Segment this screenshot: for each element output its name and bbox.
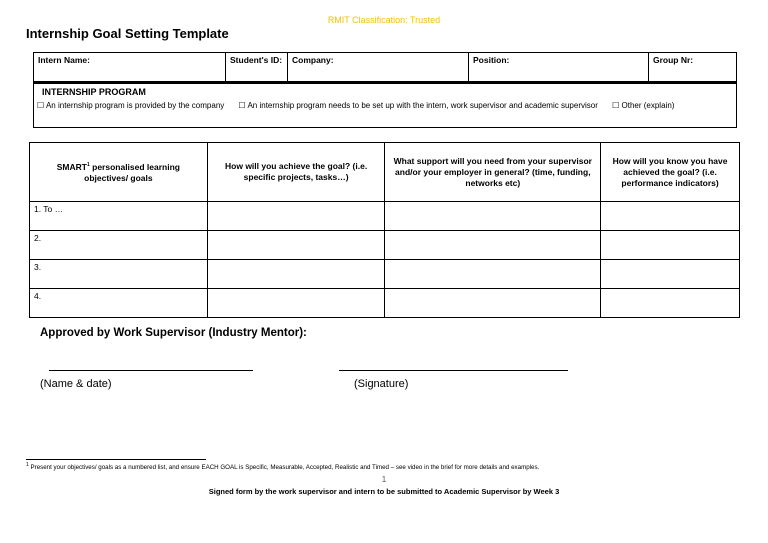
table-row — [30, 202, 740, 231]
achieve-cell[interactable] — [207, 260, 385, 289]
support-cell[interactable] — [385, 231, 601, 260]
intern-info-table — [33, 52, 737, 82]
header-support-needed: What support will you need from your supervisor and/or your employer in general? (time, funding, networks etc) — [385, 143, 601, 202]
indicator-cell[interactable] — [601, 202, 740, 231]
support-cell[interactable] — [385, 202, 601, 231]
name-date-line[interactable] — [49, 370, 253, 371]
intern-name-field[interactable]: Intern Name: — [34, 53, 226, 82]
support-cell[interactable] — [385, 260, 601, 289]
position-field[interactable]: Position: — [469, 53, 649, 82]
program-option-company[interactable] — [37, 101, 227, 110]
indicator-cell[interactable] — [601, 260, 740, 289]
table-row — [30, 289, 740, 318]
header-how-know: How will you know you have achieved the goal? (i.e. performance indicators) — [601, 143, 740, 202]
submission-note: Signed form by the work supervisor and intern to be submitted to Academic Supervisor by Week 3 — [208, 487, 560, 496]
company-field[interactable]: Company: — [288, 53, 469, 82]
achieve-cell[interactable] — [207, 231, 385, 260]
indicator-cell[interactable] — [601, 289, 740, 318]
checkbox-icon[interactable]: ☐ — [612, 101, 620, 110]
goal-cell[interactable]: 3. — [30, 260, 208, 289]
table-row — [30, 260, 740, 289]
goal-cell[interactable]: 1. To … — [30, 202, 208, 231]
signature-label: (Signature) — [354, 378, 409, 390]
program-option-setup[interactable] — [239, 101, 601, 110]
student-id-field[interactable]: Student's ID: — [226, 53, 288, 82]
goal-cell[interactable]: 2. — [30, 231, 208, 260]
name-date-label: (Name & date) — [40, 378, 112, 390]
goal-cell[interactable]: 4. — [30, 289, 208, 318]
goals-table — [29, 142, 740, 318]
group-nr-field[interactable]: Group Nr: — [649, 53, 737, 82]
header-how-achieve: How will you achieve the goal? (i.e. specific projects, tasks…) — [207, 143, 385, 202]
support-cell[interactable] — [385, 289, 601, 318]
indicator-cell[interactable] — [601, 231, 740, 260]
program-title: INTERNSHIP PROGRAM — [42, 87, 146, 97]
footnote-divider — [26, 459, 206, 460]
achieve-cell[interactable] — [207, 289, 385, 318]
option-label: Other (explain) — [621, 101, 675, 110]
header-smart-goals: SMART$^1$ personalised learning objectives/ goals — [30, 143, 208, 202]
checkbox-icon[interactable]: ☐ — [37, 101, 45, 110]
footnote: $^1$ Present your objectives/ goals as a numbered list, and ensure EACH GOAL is Specific, Measurable, Accepted, Realistic and Timed – see video in the brief for more details and examples. — [26, 462, 540, 472]
achieve-cell[interactable] — [207, 202, 385, 231]
checkbox-icon[interactable]: ☐ — [238, 101, 246, 110]
program-option-other[interactable] — [612, 101, 674, 110]
approved-by-heading: Approved by Work Supervisor (Industry Mentor): — [40, 327, 307, 339]
option-label: An internship program is provided by the company — [45, 101, 225, 110]
signature-line[interactable] — [339, 370, 568, 371]
option-label: An internship program needs to be set up with the intern, work supervisor and academic supervisor — [247, 101, 598, 110]
page-number: 1 — [381, 475, 387, 484]
document-title: Internship Goal Setting Template — [26, 26, 229, 41]
classification-label: RMIT Classification: Trusted — [327, 15, 441, 25]
internship-program-section — [33, 82, 737, 128]
table-row — [30, 231, 740, 260]
